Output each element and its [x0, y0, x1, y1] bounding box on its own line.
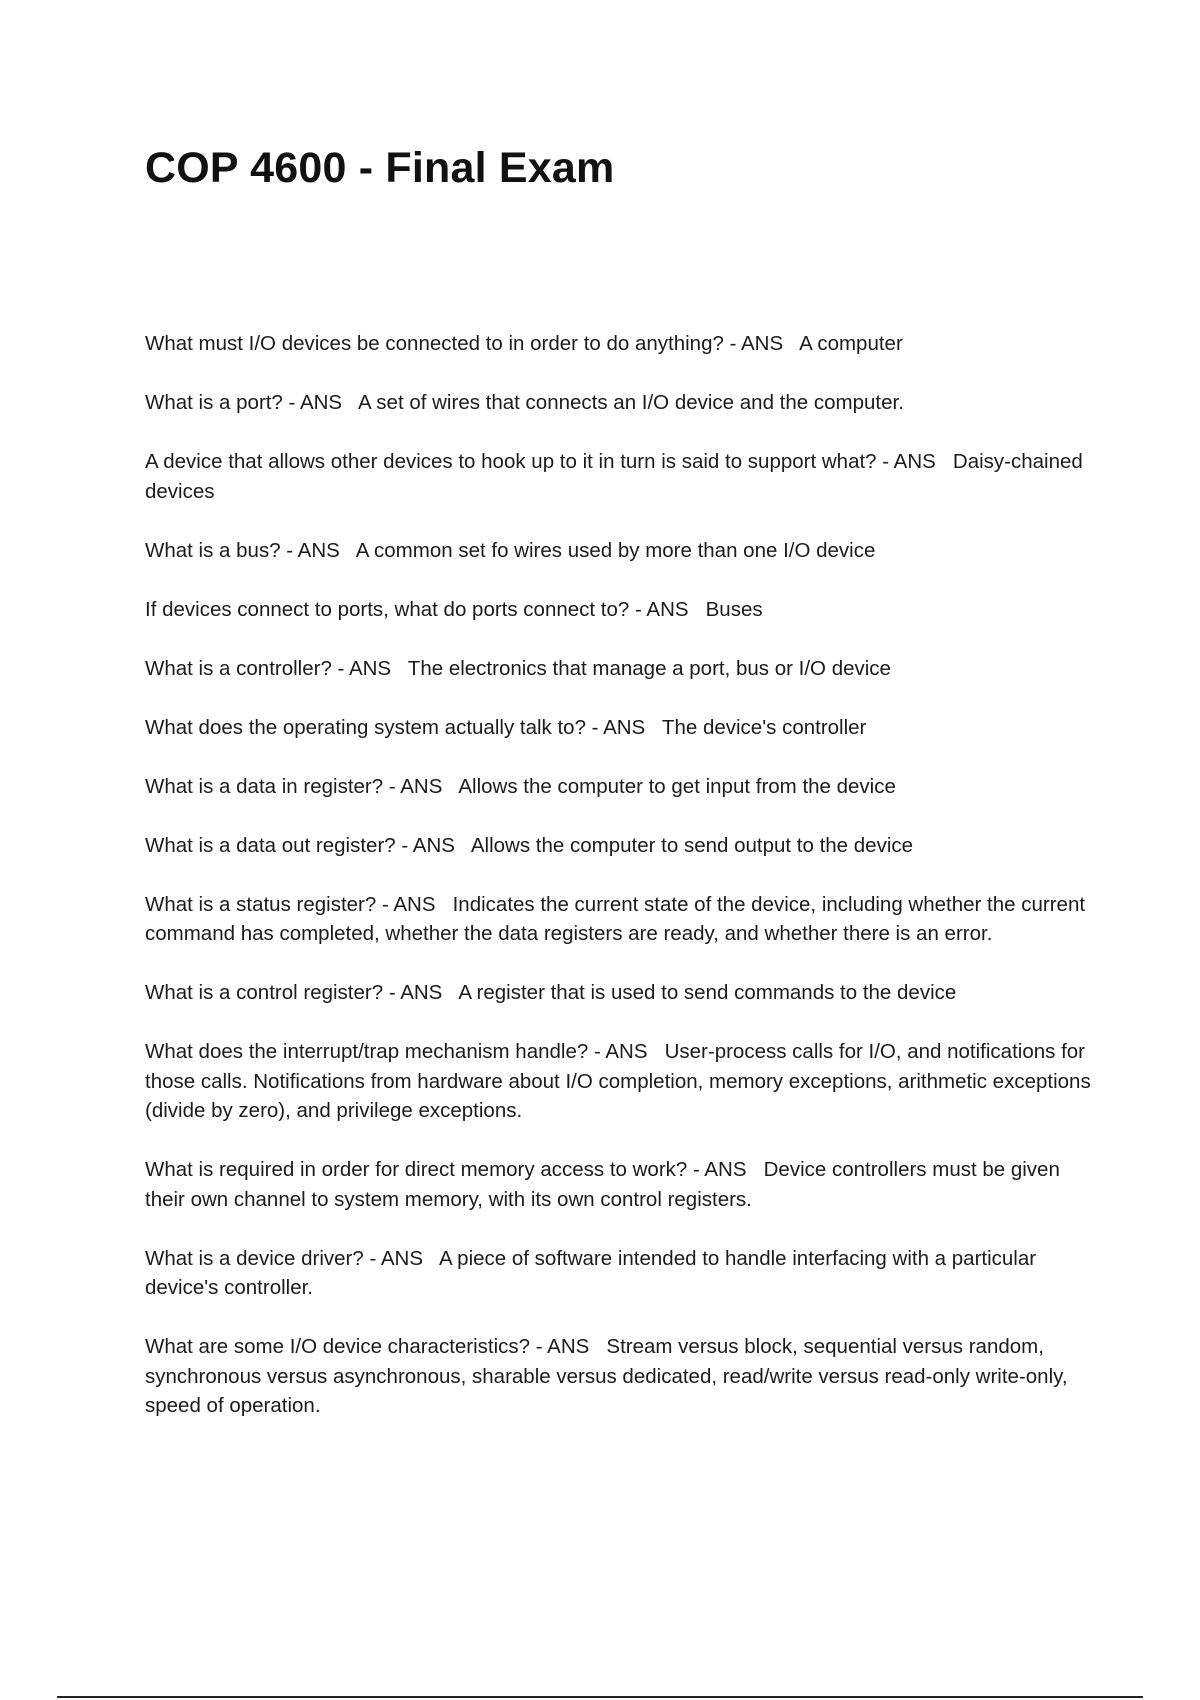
qa-item: What is a port? - ANS A set of wires that connects an I/O device and the computer.	[145, 391, 904, 414]
qa-item: What is a device driver? - ANS A piece of software intended to handle interfacing with a particular device's controller.	[145, 1246, 1042, 1299]
qa-item: What is a controller? - ANS The electronics that manage a port, bus or I/O device	[145, 656, 891, 680]
qa-item: If devices connect to ports, what do ports connect to? - ANS Buses	[145, 597, 763, 621]
qa-item: What is a bus? - ANS A common set fo wires used by more than one I/O device	[145, 538, 876, 562]
page-title: COP 4600 - Final Exam	[145, 144, 615, 192]
footer-divider	[57, 1696, 1143, 1698]
qa-item: What is a data out register? - ANS Allows the computer to send output to the device	[145, 833, 914, 857]
qa-item: What is a status register? - ANS Indicates the current state of the device, including whether the current command has completed, whether the data registers are ready, and whether there is an error.	[145, 892, 1091, 945]
qa-item: What is required in order for direct memory access to work? - ANS Device controllers must be given their own channel to system memory, with its own control registers.	[145, 1158, 1066, 1211]
qa-item: What must I/O devices be connected to in order to do anything? - ANS A computer	[145, 332, 903, 355]
qa-item: What is a control register? - ANS A register that is used to send commands to the device	[145, 981, 957, 1004]
qa-item: A device that allows other devices to hook up to it in turn is said to support what? - ANS Daisy-chained devices	[145, 450, 1089, 503]
qa-list	[145, 329, 1095, 1450]
qa-item: What is a data in register? - ANS Allows the computer to get input from the device	[145, 774, 896, 798]
qa-item: What does the interrupt/trap mechanism handle? - ANS User-process calls for I/O, and notifications for those calls. Notifications from hardware about I/O completion, memory exceptions, arithmetic exceptions (divide by zero), and privilege exceptions.	[145, 1040, 1097, 1122]
qa-item: What does the operating system actually talk to? - ANS The device's controller	[145, 715, 867, 739]
qa-item: What are some I/O device characteristics? - ANS Stream versus block, sequential versus random, synchronous versus asynchronous, sharable versus dedicated, read/write versus read-only write-only, speed of operation.	[145, 1335, 1074, 1417]
